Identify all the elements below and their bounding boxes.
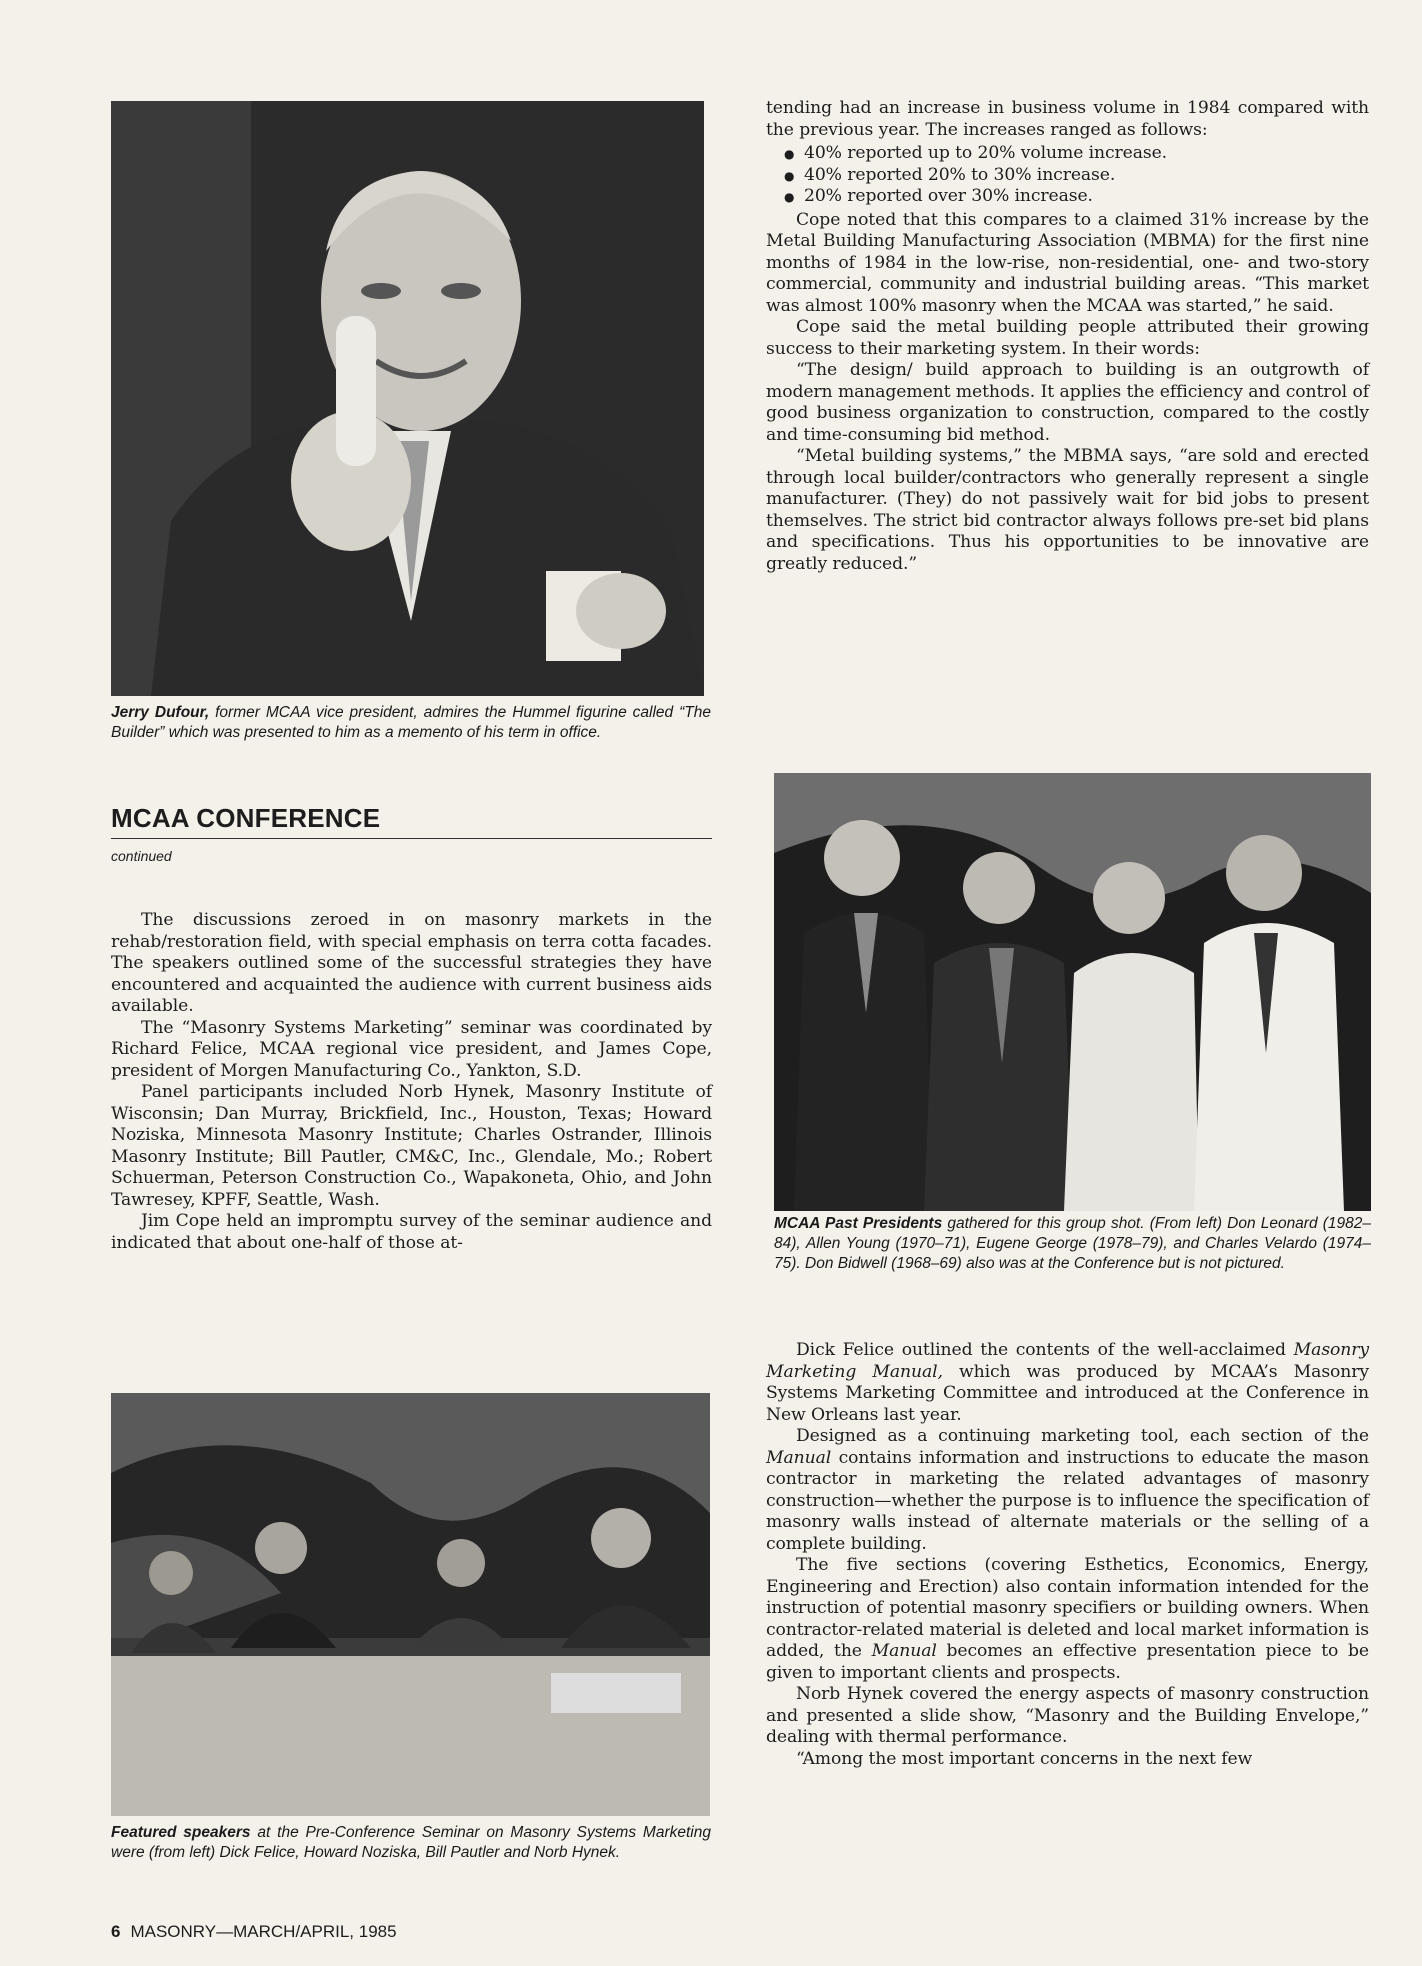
right-column-top-text xyxy=(766,98,1369,575)
text-run: Dick Felice outlined the contents of the well-acclaimed xyxy=(796,1340,1286,1360)
text-run: becomes an effective presentation piece to be given to important clients and prospects. xyxy=(766,1641,1369,1683)
list-item: ● 40% reported up to 20% volume increase. xyxy=(804,143,1369,165)
manual-title: Manual xyxy=(766,1447,832,1468)
past-presidents-caption-text: gathered for this group shot. (From left) Don Leonard (1982–84), Allen Young (1970–71), Eugene George (1978–79), and Charles Velardo (1974–75). Don Bidwell (1968–69) also was at the Conference but is not pictured. xyxy=(774,1215,1371,1272)
text-run: The five sections (covering Esthetics, Economics, Energy, Engineering and Erection) also contain information intended for the instruction of potential masonry specifiers or building owners. When contractor-related material is deleted and local market information is added, the xyxy=(766,1555,1369,1661)
dufour-caption-text: former MCAA vice president, admires the Hummel figurine called “The Builder” which was presented to him as a memento of his term in office. xyxy=(111,704,711,741)
manual-title: Manual xyxy=(871,1641,937,1661)
paragraph: Cope said the metal building people attributed their growing success to their marketing system. In their words: xyxy=(766,317,1369,359)
speakers-caption-text: at the Pre-Conference Seminar on Masonry Systems Marketing were (from left) Dick Felice, Howard Noziska, Bill Pautler and Norb Hynek. xyxy=(111,1824,711,1861)
paragraph: Cope noted that this compares to a claimed 31% increase by the Metal Building Manufacturing Association (MBMA) for the first nine months of 1984 in the low-rise, non-residential, one- and two-story commercial, community and industrial building areas. “This market was almost 100% masonry when the MCAA was started,” he said. xyxy=(766,209,1369,316)
past-presidents-caption xyxy=(774,1214,1371,1274)
section-subtitle: continued xyxy=(111,848,172,864)
publication-line: MASONRY—MARCH/APRIL, 1985 xyxy=(130,1922,397,1941)
paragraph: “The design/ build approach to building is an outgrowth of modern management methods. It applies the efficiency and control of good business organization to construction, compared to the costly and time-consuming bid method. xyxy=(766,360,1369,445)
paragraph: “Metal building systems,” the MBMA says, “are sold and erected through local builder/contractors who generally represent a single manufacturer. (They) do not passively wait for bid jobs to present themselves. The strict bid contractor always follows pre-set bid plans and specifications. Thus his opportunities to be innovative are greatly reduced.” xyxy=(766,446,1369,574)
speakers-photo xyxy=(111,1393,710,1816)
dufour-caption-name: Jerry Dufour, xyxy=(111,704,210,721)
text-run: contains information and instructions to educate the mason contractor in marketing the related advantages of masonry construction—whether the purpose is to influence the specification of masonry walls instead of alternate materials or the selling of a complete building. xyxy=(766,1447,1369,1554)
dufour-caption xyxy=(111,703,711,743)
paragraph xyxy=(766,1340,1369,1426)
panel-photo-icon xyxy=(111,1393,710,1816)
paragraph: The “Masonry Systems Marketing” seminar was coordinated by Richard Felice, MCAA regional vice president, and James Cope, president of Morgen Manufacturing Co., Yankton, S.D. xyxy=(111,1017,712,1081)
dufour-photo xyxy=(111,101,704,696)
text-run: which was produced by MCAA’s Masonry Systems Marketing Committee and introduced at the Conference in New Orleans last year. xyxy=(766,1361,1369,1425)
right-column-bottom-text xyxy=(766,1340,1369,1770)
paragraph xyxy=(766,1426,1369,1555)
group-photo-icon xyxy=(774,773,1371,1211)
text-run: Designed as a continuing marketing tool, each section of the xyxy=(796,1426,1369,1446)
paragraph: Norb Hynek covered the energy aspects of masonry construction and presented a slide show, “Masonry and the Building Envelope,” dealing with thermal performance. xyxy=(766,1684,1369,1747)
portrait-photo-icon xyxy=(111,101,704,696)
section-title: MCAA CONFERENCE xyxy=(111,803,712,839)
paragraph xyxy=(766,1555,1369,1684)
paragraph: The discussions zeroed in on masonry markets in the rehab/restoration field, with special emphasis on terra cotta facades. The speakers outlined some of the successful strategies they have encountered and acquainted the audience with current business aids available. xyxy=(111,910,712,1016)
survey-list xyxy=(766,143,1369,208)
paragraph: tending had an increase in business volume in 1984 compared with the previous year. The increases ranged as follows: xyxy=(766,98,1369,140)
speakers-caption-lead: Featured speakers xyxy=(111,1824,251,1841)
paragraph: Panel participants included Norb Hynek, Masonry Institute of Wisconsin; Dan Murray, Brickfield, Inc., Houston, Texas; Howard Noziska, Minnesota Masonry Institute; Charles Ostrander, Illinois Masonry Institute; Bill Pautler, CM&C, Inc., Glendale, Mo.; Robert Schuerman, Peterson Construction Co., Wapakoneta, Ohio, and John Tawresey, KPFF, Seattle, Wash. xyxy=(111,1082,712,1210)
paragraph: Jim Cope held an impromptu survey of the seminar audience and indicated that about one-half of those at- xyxy=(111,1211,712,1253)
list-item: ● 40% reported 20% to 30% increase. xyxy=(804,165,1369,187)
speakers-caption xyxy=(111,1823,711,1863)
left-column-text xyxy=(111,910,712,1254)
page-footer xyxy=(111,1922,397,1942)
paragraph: “Among the most important concerns in the next few xyxy=(796,1748,1253,1769)
page-number: 6 xyxy=(111,1922,121,1941)
list-item: ● 20% reported over 30% increase. xyxy=(804,186,1369,208)
manual-title: Masonry Marketing Manual, xyxy=(766,1340,1369,1382)
past-presidents-photo xyxy=(774,773,1371,1211)
past-presidents-caption-lead: MCAA Past Presidents xyxy=(774,1215,943,1232)
